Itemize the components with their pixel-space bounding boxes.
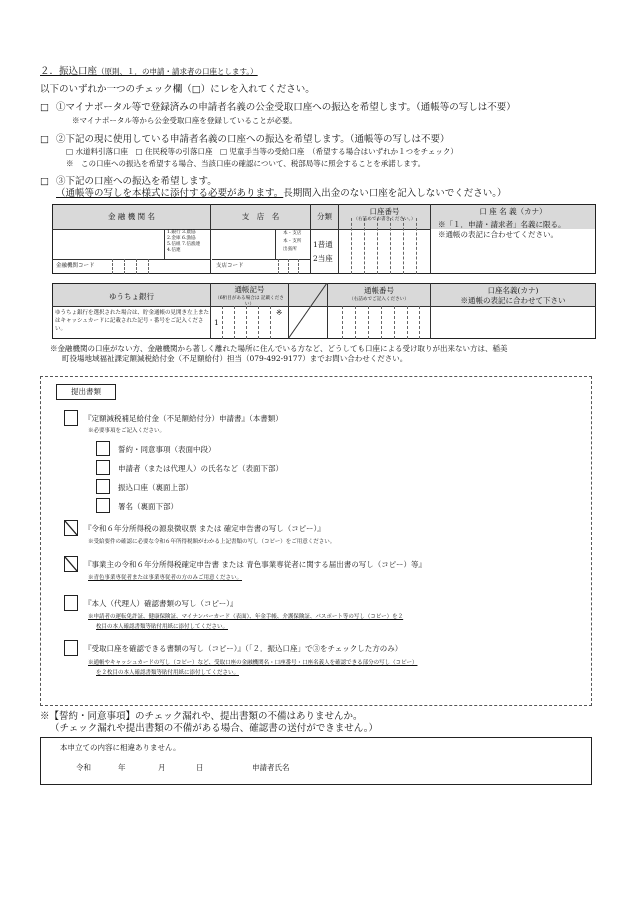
yucho-note: ゆうちょ銀行を選択された場合は、貯金通帳の見開き左上またはキャッシュカードに記載された記号・番号をご記入ください。 — [55, 310, 210, 332]
doc4-checkbox[interactable] — [64, 595, 78, 611]
doc3-label: 『事業主の令和６年分所得税確定申告書 または 青色事業専従者に関する届出書の写し（コピー）等』 — [84, 560, 426, 569]
option-2-note: ※ この口座への振込を希望する場合、当該口座の確認について、税部局等に照会することを承諾します。 — [66, 159, 426, 168]
yucho-holder-subheader: ※通帳の表記に合わせて下さい — [460, 296, 566, 305]
branch-type-2: 本・支所 — [283, 239, 302, 244]
option-2-subchoices[interactable]: □ 水道料引落口座 □ 住民税等の引落口座 □ 児童手当等の受給口座 （希望する場合はいずれか１つをチェック） — [66, 147, 458, 156]
number-header: 通帳番号 — [364, 286, 394, 295]
option-3-note-b: 長期間入出金のない口座を記入しないでください。） — [283, 188, 507, 199]
branch-type-3: 出張所 — [283, 247, 297, 252]
branch-code-label: 支店コード — [216, 263, 244, 269]
doc1-item2-checkbox[interactable] — [96, 460, 110, 475]
bank-footnote-1: ※金融機関の口座がない方、金融機関から著しく離れた場所に住んでいる方など、どうしても口座による受け取りが出来ない方は、稲美 — [50, 344, 508, 353]
check-slash-icon — [65, 521, 77, 535]
symbol-first-digit: 1 — [214, 318, 219, 327]
bank-type-4: 4.信連 — [167, 248, 181, 253]
symbol-mark: ※ — [276, 308, 283, 317]
option-1-checkbox[interactable]: □ — [40, 102, 49, 113]
account-number-subheader: （右詰めでお書きください。） — [353, 217, 416, 222]
option-1-note: ※マイナポータル等から公金受取口座を登録していることが必要。 — [72, 116, 297, 125]
symbol-subheader: （6桁目がある場合は 記載ください） — [215, 296, 284, 307]
option-3-label: ③下記の口座への振込を希望します。 — [56, 176, 217, 187]
bank-type-2: 2.金庫 6.漁協 — [167, 236, 196, 241]
holder-note-1: ※「１．申請・請求者」名義に限る。 — [438, 220, 566, 229]
doc1-label: 『定額減税補足給付金（不足額給付分）申請書』（本書類） — [84, 414, 283, 423]
acct-type-2[interactable]: 2当座 — [313, 254, 333, 263]
type-header: 分類 — [317, 212, 332, 221]
number-subheader: （右詰めでご記入ください） — [349, 297, 409, 302]
doc4-label: 『本人（代理人）確認書類の写し（コピー）』 — [84, 599, 238, 608]
option-3-checkbox[interactable]: □ — [40, 176, 49, 187]
bank-code-label: 金融機関コード — [56, 263, 95, 269]
pledge-note-1: ※【誓約・同意事項】のチェック漏れや、提出書類の不備はありませんか。 — [40, 711, 363, 722]
doc1-item2: 申請者（または代理人）の氏名など（表面下部） — [118, 464, 283, 473]
option-1-label: ①マイナポータル等で登録済みの申請者名義の公金受取口座への振込を希望します。（通帳等の写しは不要） — [56, 102, 516, 113]
branch-name-header: 支 店 名 — [241, 212, 280, 221]
branch-type-1: 本・支店 — [283, 231, 302, 236]
doc5-checkbox[interactable] — [64, 640, 78, 656]
doc1-item1-checkbox[interactable] — [96, 441, 110, 456]
check-slash-icon — [65, 557, 77, 571]
doc3-note: ※青色事業専従者または事業専従者の方のみご用意ください。 — [88, 575, 243, 581]
holder-note-2: ※通帳の表記に合わせてください。 — [438, 230, 558, 239]
doc4-note-2: 枚目の本人確認書類等貼付用紙に添付してください。 — [96, 624, 229, 630]
applicant-name-label: 申請者氏名 — [252, 763, 290, 772]
doc1-note: ※必要事項をご記入ください。 — [88, 428, 166, 434]
option-2-label: ②下記の現に使用している申請者名義の口座への振込を希望します。（通帳等の写しは不要） — [56, 134, 450, 145]
option-3-note-a: （通帳等の写しを本様式に添付する必要があります。 — [56, 188, 284, 199]
yucho-holder-header: 口座名義(カナ) — [487, 286, 539, 295]
option-2-checkbox[interactable]: □ — [40, 134, 49, 145]
era-label: 令和 — [76, 763, 91, 772]
bank-type-1: 1.銀行 3.農協 — [167, 230, 196, 235]
yucho-slash — [288, 283, 328, 339]
doc1-item3-checkbox[interactable] — [96, 479, 110, 494]
section-title: ２．振込口座 — [40, 66, 98, 77]
doc4-note-1: ※申請者の運転免許証、健康保険証、マイナンバーカード（表面）、年金手帳、介護保険証、パスポート等の写し（コピー）を２ — [88, 614, 404, 620]
signature-statement: 本申立ての内容に相違ありません。 — [60, 743, 181, 752]
acct-type-1[interactable]: 1普通 — [313, 240, 333, 249]
instruction: 以下のいずれか一つのチェック欄（□）にレを入れてください。 — [40, 84, 315, 95]
symbol-header: 通帳記号 — [234, 285, 265, 294]
account-number-header: 口座番号 — [369, 207, 400, 216]
month-label: 月 — [158, 763, 166, 772]
doc5-note-2: を２枚目の本人確認書類等貼付用紙に添付してください。 — [96, 670, 240, 676]
year-label: 年 — [118, 763, 126, 772]
bank-footnote-2: 町役場地域福祉課定額減税給付金（不足額給付）担当（079-492-9177）までお問い合わせください。 — [62, 354, 408, 363]
bank-type-3: 5.信組 7.信漁連 — [167, 242, 201, 247]
bank-name-header: 金 融 機 関 名 — [107, 212, 156, 221]
section-title-note: （原則、１．の申請・請求者の口座とします。） — [97, 67, 258, 76]
holder-header: 口 座 名 義（カナ） — [479, 207, 547, 216]
section-heading — [40, 66, 258, 77]
day-label: 日 — [196, 763, 204, 772]
doc1-item1: 誓約・同意事項（表面中段） — [118, 445, 216, 454]
doc2-label: 『令和６年分所得税の源泉徴収票 または 確定申告書の写し（コピー）』 — [84, 524, 325, 533]
doc3-checkbox[interactable] — [64, 556, 78, 572]
doc1-item4-checkbox[interactable] — [96, 498, 110, 513]
doc2-checkbox[interactable] — [64, 520, 78, 536]
doc1-item3: 振込口座（裏面上部） — [118, 483, 193, 492]
doc5-label: 『受取口座を確認できる書類の写し（コピー）』（「２．振込口座」で③をチェックした方のみ） — [84, 644, 403, 653]
doc2-note: ※受給要件の確認に必要な令和６年所得税額がわかる上記書類の写し（コピー）をご用意ください。 — [88, 539, 336, 545]
doc1-checkbox[interactable] — [64, 410, 78, 426]
doc1-item4: 署名（裏面下部） — [118, 502, 178, 511]
option-3-note — [56, 188, 507, 199]
doc5-note-1: ※通帳やキャッシュカードの写し（コピー）など、受取口座の金融機関名・口座番号・口座名義人を確認できる部分の写し（コピー） — [88, 660, 418, 666]
pledge-note-2: （チェック漏れや提出書類の不備がある場合、確認書の送付ができません。） — [50, 723, 379, 734]
yucho-header: ゆうちょ銀行 — [109, 292, 154, 301]
documents-title: 提出書類 — [71, 387, 101, 396]
